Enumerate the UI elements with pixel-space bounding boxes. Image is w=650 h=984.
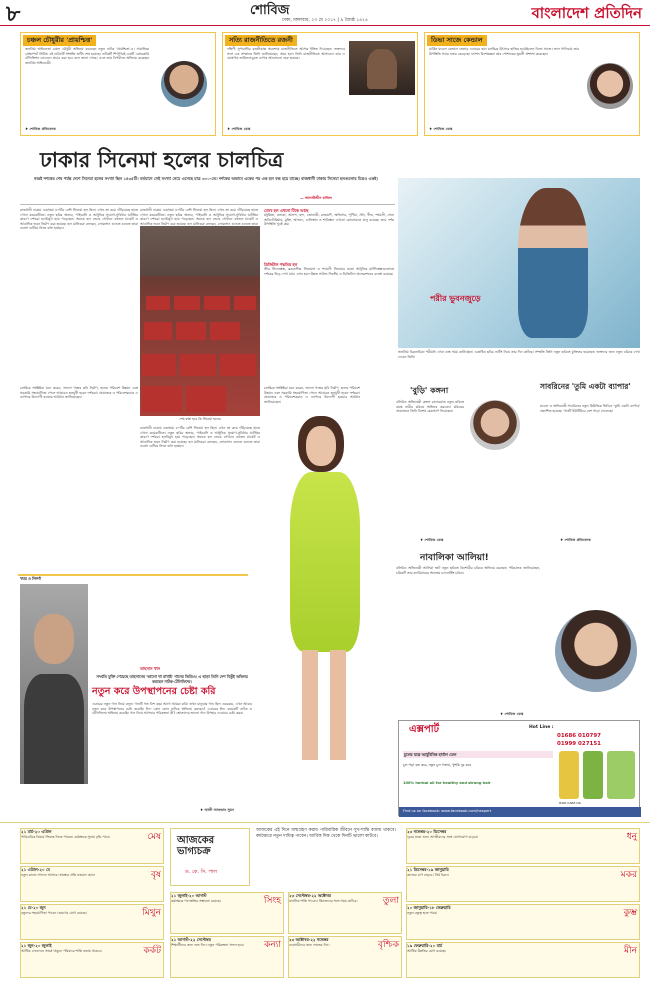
alia-face [306, 426, 336, 466]
chanchal-photo [161, 61, 207, 107]
sign-name: মীন [624, 946, 637, 956]
sign-text: মানসিক শান্তি পাবেন। প্রিয়জনের সঙ্গে সময় কাটবে। [289, 899, 358, 904]
cinema-hall-photo [140, 226, 260, 416]
lead-column-2 [264, 208, 394, 254]
sign-date: ২৩ অক্টোবর-২২ নভেম্বর [289, 937, 329, 942]
seat-row [180, 354, 216, 376]
ad-line-2: চুল পড়া বন্ধ করে, নতুন চুল গজায়, খুশকি দূর করে [403, 763, 472, 767]
pori-title: পরীর ভুবনজুড়ে [430, 294, 481, 303]
ad-line-3: 100% herbal oil for healthy and strong hair [403, 781, 491, 785]
sign-date: ২১ এপ্রিল-২০ মে [21, 867, 50, 872]
issue-date: ঢাকা, মঙ্গলবার, ২৩ মে ২০১৭ | ৯ জ্যৈষ্ঠ ১৪২৪ [282, 18, 368, 23]
col3-heading: ডিজিটাল পদ্ধতির হল [264, 262, 298, 267]
sign-text: নতুন বন্ধুত্ব হতে পারে। [407, 911, 438, 916]
sign-meen [406, 942, 640, 978]
lead-column-5: চলচ্চিত্র সংশ্লিষ্টরা মনে করেন, ভালো গল্পের ছবি নির্মাণ, হলের পরিবেশ উন্নয়ন এবং সরকারি সহযোগিতা পেলে আবারও হলমুখী হবেন দর্শকরা। প্রযোজক ও পরিবেশকরাও এ ব্যাপারে উদ্যোগী হওয়ার আহ্বান জানিয়েছেন। [264, 386, 360, 404]
rajini-figure [367, 49, 397, 89]
seat-row [234, 296, 256, 310]
sign-text: আর্থিক লেনদেনে সতর্ক থাকুন। পরিবারে শান্তি বজায় থাকবে। [21, 949, 102, 954]
alia-figure-photo [250, 410, 400, 770]
sign-kumbha [406, 904, 640, 940]
interview-side-label: খবর ও নিদর্শা [20, 576, 41, 581]
seat-row [144, 322, 172, 340]
sabrina-body: মডেল ও অভিনেত্রী সাবরিনের নতুন মিউজিক ভিডিও 'তুমি একটা ব্যাপার' প্রকাশিত হয়েছে। গানটি ইউটিউবে বেশ সাড়া ফেলেছে। [540, 404, 640, 413]
kangana-body: বলিউড অভিনেত্রী কঙ্গনা রানাওয়াত নতুন ছবিতে বয়স্ক নারীর চরিত্রে অভিনয় করবেন। চরিত্রের প্রয়োজনে তিনি বিশেষ মেকআপ নিয়েছেন। [396, 400, 464, 414]
story-kicker: সত্যি রাজনীতিতে রজনী [225, 35, 297, 46]
kendall-photo [587, 63, 633, 109]
sabrina-byline: ♦ শোবিজ প্রতিবেদক [560, 538, 591, 542]
lead-byline: — আলাউদ্দীন মাজিদ [300, 196, 332, 200]
sign-text: নতুন কাজে সাফল্য আসবে। স্বাস্থ্যের প্রতি যত্নবান হোন। [21, 873, 96, 878]
horoscope-title-box [170, 828, 250, 886]
seat-row [174, 296, 200, 310]
sign-text: ব্যবসায়ীদের জন্য লাভের দিন। [289, 943, 330, 948]
ad-product-label: HAIR CARE OIL [559, 801, 582, 805]
sign-text: শিক্ষার্থীদের জন্য শুভ দিন। নতুন পরিকল্পনা সফল হবে। [171, 943, 244, 948]
seat-row [146, 296, 170, 310]
story-body: দক্ষিণী সুপারস্টার রজনীকান্ত অবশেষে রাজনীতিতে আসার ইঙ্গিত দিয়েছেন। ভক্তদের সঙ্গে এক সাক্ষাতে তিনি জানিয়েছেন, সময় হলে তিনি রাজনীতিতে আসবেন। তার এ ঘোষণায় তামিলনাড়ুতে ব্যাপক আলোচনা শুরু হয়েছে। [227, 47, 345, 61]
story-chanchal [20, 32, 216, 136]
page-header [0, 0, 650, 26]
ad-phone-2: 01999 027151 [557, 741, 602, 747]
hall-wall [140, 226, 260, 276]
ad-hotline-label: Hot Line : [529, 725, 554, 730]
seat-row [142, 354, 176, 376]
sign-date: ২০ জানুয়ারি-১৮ ফেব্রুয়ারি [407, 905, 451, 910]
masthead: বাংলাদেশ প্রতিদিন [531, 4, 642, 22]
page-number: ৮ [6, 1, 21, 27]
sign-brish [20, 866, 164, 902]
sabrina-photo [555, 610, 637, 692]
sign-name: বৃশ্চিক [377, 940, 399, 950]
sign-date: ২১ মার্চ-২০ এপ্রিল [21, 829, 52, 834]
kangana-byline: ♦ শোবিজ ডেস্ক [420, 538, 444, 542]
kangana-title: 'বুড়ি' কঙ্গনা [410, 386, 449, 395]
ad-line-1: চুলের যত্নে আর্যুরিবিক হার্বাল তেল [403, 751, 553, 758]
alia-leg [302, 650, 318, 760]
ad-phone-1: 01686 010797 [557, 733, 602, 739]
sign-text: পারিবারিক বিষয়ে সিদ্ধান্ত নিতে পারেন। কর্মক্ষেত্রে সুনাম বৃদ্ধি পাবে। [21, 835, 111, 840]
story-rajini [222, 32, 418, 136]
sabrina-title: সাবরিনের 'তুমি একটা ব্যাপার' [540, 382, 631, 391]
lead-column-1b: রাজধানী ঢাকায় একসময় ৪০টির বেশি সিনেমা হল ছিল। এখন তা কমে দাঁড়িয়েছে হাতে গোনা কয়েকটিতে। নতুন ছবির অভাব, পাইরেসি ও আধুনিক সুযোগ-সুবিধার ঘাটতির কারণে দর্শকরা হলবিমুখ হয়ে পড়েছেন। অনেক হল ভেঙে সেখানে বহুতল মার্কেট ও আবাসিক ভবন নির্মাণ করা হয়েছে। হল মালিকরা বলছেন, লোকসান গুনতে গুনতে তারা [140, 208, 258, 226]
sign-date: ২৩ সেপ্টেম্বর-২২ অক্টোবর [289, 893, 331, 898]
sign-name: মিথুন [142, 908, 161, 918]
sign-name: মেষ [147, 832, 161, 842]
seat-row [210, 322, 240, 340]
tahsan-body [24, 674, 84, 784]
sign-kanya [170, 936, 284, 978]
sign-name: বৃষ [151, 870, 161, 880]
rajini-photo [349, 41, 415, 95]
story-byline: ♦ শোবিজ ডেস্ক [429, 127, 453, 131]
sign-text: বন্ধুদের সহযোগিতা পাবেন। ভ্রমণের যোগ রয়েছে। [21, 911, 87, 916]
interview-tag: তাহসান খান [140, 666, 161, 671]
sign-mesh [20, 828, 164, 864]
story-byline: ♦ শোবিজ প্রতিবেদক [25, 127, 56, 131]
story-body: মার্কিন মডেল কেন্ডাল জেনার এবারের কান চলচ্চিত্র উৎসবে হাজির হয়েছিলেন ডিভা সাজে। লাল গালিচায় তার উপস্থিতি সবার নজর কেড়েছে। ফ্যাশন বিশেষজ্ঞরা তার পোশাকের ভূয়সী প্রশংসা করেছেন। [429, 47, 579, 56]
interview-deck: সম্প্রতি মুক্তি পেয়েছে তাহসানের 'ভালো থা রাখাই' গানের ভিডিও। এ ছাড়া তিনি দেশ বিভুঁই অভিনয় করছেন নাটক-টেলিফিল্মে। [96, 674, 248, 685]
alia-title: নাবালিকা আলিয়া! [420, 553, 489, 563]
sign-date: ২৩ নভেম্বর-২০ ডিসেম্বর [407, 829, 447, 834]
sign-text: আর্থিক উন্নতির যোগ রয়েছে। [407, 949, 447, 954]
sign-singha [170, 892, 284, 934]
interview-byline: ♦ আলী আফতাব সুমন [200, 808, 234, 812]
sign-makar [406, 866, 640, 902]
sign-text: কর্মক্ষেত্রে পদোন্নতির সম্ভাবনা রয়েছে। [171, 899, 221, 904]
seat-row [220, 354, 256, 376]
lead-column-1: রাজধানী ঢাকায় একসময় ৪০টির বেশি সিনেমা হল ছিল। এখন তা কমে দাঁড়িয়েছে হাতে গোনা কয়েকটিতে। নতুন ছবির অভাব, পাইরেসি ও আধুনিক সুযোগ-সুবিধার ঘাটতির কারণে দর্শকরা হলবিমুখ হয়ে পড়েছেন। অনেক হল ভেঙে সেখানে বহুতল মার্কেট ও আবাসিক ভবন নির্মাণ করা হয়েছে। হল মালিকরা বলছেন, লোকসান গুনতে গুনতে তারা ব্যবসা গুটিয়ে নিতে বাধ্য হচ্ছেন। [20, 208, 138, 231]
pori-figure [518, 188, 588, 338]
sign-date: ২১ মে-২০ জুন [21, 905, 46, 910]
section-title: শোবিজ [250, 3, 290, 18]
story-byline: ♦ শোবিজ ডেস্ক [227, 127, 251, 131]
story-kicker: ডিভা সাজে কেন্ডাল [427, 35, 487, 46]
alia-byline: ♦ শোবিজ ডেস্ক [500, 712, 524, 716]
photo-caption: শেষ রক্ষা হবে কি সিনেমা হলের [179, 417, 221, 421]
tahsan-photo [20, 584, 88, 784]
seat-row [142, 386, 182, 412]
lead-headline: ঢাকার সিনেমা হলের চালচিত্র [40, 148, 284, 172]
sign-mithun [20, 904, 164, 940]
sign-name: ধনু [626, 832, 637, 842]
alia-leg [330, 650, 346, 760]
tahsan-face [34, 614, 74, 664]
story-body: জনপ্রিয় অভিনেতা চঞ্চল চৌধুরী অভিনয় করেছেন নতুন নাটক 'প্রায়শ্চিত্ত'-এ। সামাজিক প্রেক্ষাপটে নির্মিত এই নাটকটি সম্প্রতি শুটিং শেষ হয়েছে। নাটকটি শিগগিরই একটি বেসরকারি টেলিভিশন চ্যানেলে প্রচার করা হবে বলে জানা গেছে। এতে তার বিপরীতে অভিনয় করেছেন জনপ্রিয় অভিনেত্রী। [25, 47, 149, 65]
lead-column-6: রাজধানী ঢাকায় একসময় ৪০টির বেশি সিনেমা হল ছিল। এখন তা কমে দাঁড়িয়েছে হাতে গোনা কয়েকটিতে। নতুন ছবির অভাব, পাইরেসি ও আধুনিক সুযোগ-সুবিধার ঘাটতির কারণে দর্শকরা হলবিমুখ হয়ে পড়েছেন। অনেক হল ভেঙে সেখানে বহুতল মার্কেট ও আবাসিক ভবন নির্মাণ করা হয়েছে। হল মালিকরা বলছেন, লোকসান গুনতে গুনতে তারা ব্যবসা গুটিয়ে নিতে বাধ্য হচ্ছেন। [140, 426, 260, 449]
sign-date: ২১ জুন-২০ জুলাই [21, 943, 52, 948]
sign-karkat [20, 942, 164, 978]
sign-date: ২১ ডিসেম্বর-১৯ জানুয়ারি [407, 867, 449, 872]
sign-name: কুম্ভ [623, 908, 637, 918]
ad-brand: এক্সপার্ট [409, 724, 440, 735]
pori-body: জনপ্রিয় চিত্রনায়িকা পরীমনি এখন ব্যস্ত সময় কাটাচ্ছেন। একাধিক ছবির শুটিং নিয়ে তার দিন কাটছে। সম্প্রতি তিনি নতুন ছবিতে চুক্তিবদ্ধ হয়েছেন। ভক্তদের জন্য নতুন চরিত্রে দেখা দেবেন তিনি। [398, 350, 640, 359]
sign-name: তুলা [382, 896, 399, 906]
story-kendall [424, 32, 640, 136]
col2-text: মধুমিতা, বলাকা, আনন্দ, ছন্দ, জোনাকী, রাজমণি, অভিসার, পূর্ণিমা, সনি, গীত, শ্যামলী, সেনা অডিটোরিয়াম, মুক্তি, আজাদ, গুলিস্তান ও শাবিস্তান এখনো কোনোমতে চালু রয়েছে। তবে দর্শক উপস্থিতি খুবই কম। [264, 213, 394, 227]
seat-row [204, 296, 230, 310]
story-kicker: চঞ্চল চৌধুরীর 'প্রায়শ্চিত্ত' [23, 35, 96, 46]
kangana-photo [470, 400, 520, 450]
sign-date: ১৯ ফেব্রুয়ারি-২০ মার্চ [407, 943, 443, 948]
seat-row [186, 386, 226, 412]
col2-heading: যেসব হল এখনো টিকে আছে [264, 208, 309, 213]
horoscope-title: আজকের ভাগ্যচক্র [177, 835, 215, 857]
interview-divider [18, 574, 248, 576]
sign-text: দূরের যাত্রা শুভ। আত্মীয়দের সঙ্গে যোগাযোগ বাড়বে। [407, 835, 479, 840]
alia-body: বলিউড অভিনেত্রী আলিয়া ভাট নতুন ছবিতে কিশোরীর চরিত্রে অভিনয় করছেন। পরিচালক জানিয়েছেন, চরিত্রটি তার ক্যারিয়ারের অন্যতম চ্যালেঞ্জিং চরিত্র। [396, 566, 540, 575]
seat-row [176, 322, 206, 340]
col3-text: স্টার সিনেপ্লেক্স, ব্লকবাস্টার সিনেমাস ও শ্যামলী সিনেমার মতো আধুনিক মাল্টিপ্লেক্সগুলোতে দর্শকের ভিড় দেখা যায়। এসব হলে উন্নত সাউন্ড সিস্টেম ও ডিজিটাল প্রজেকশনের ব্যবস্থা রয়েছে। [264, 267, 394, 276]
divider [20, 204, 395, 205]
ad-facebook: Find us on facebook: www.facebook.com/hexpert [399, 807, 641, 817]
interview-body: এবারের নতুন গান নিয়ে বলুন। গানটি গত বিশ বছর আগে আমরা করি। তখন মানুষের গান ছিল একরকম, এখন আবার নতুন করে উপস্থাপনের চেষ্টা করেছি। ঈদে কোন কোন নাটকে অভিনয় করছেন? এবারের ঈদে কয়েকটি নাটক ও টেলিফিল্মে অভিনয় করেছি। গান নিয়ে আপনার পরিকল্পনা কী? শ্রোতাদের ভালো গান উপহার দেওয়ার চেষ্টা করব। [92, 702, 252, 716]
sign-date: ২১ জুলাই-২০ আগস্ট [171, 893, 207, 898]
sign-brishchik [288, 936, 402, 978]
sign-name: সিংহ [263, 896, 281, 906]
sign-name: কর্কট [143, 946, 161, 956]
oil-bottle [607, 751, 635, 799]
hair-oil-ad [398, 720, 640, 816]
oil-bottle [559, 751, 579, 799]
sign-dhanu [406, 828, 640, 864]
alia-dress [290, 472, 360, 652]
sign-name: মকর [620, 870, 637, 880]
lead-column-3 [264, 262, 394, 382]
lead-deck: নব্বই দশকের শেষ পর্যন্ত দেশে সিনেমা হলের সংখ্যা ছিল ১৪৩৫টি। বর্তমানে সেই সংখ্যা নেমে এসেছে মাত্র ৩০০-তে। দর্শকের অভাবে একের পর এক হল বন্ধ হয়ে যাচ্ছে। রাজধানী ঢাকার সিনেমা হলগুলোর চিত্রও একই। [34, 176, 378, 181]
horoscope-intro: আজকের এই দিনে জন্মগ্রহণ করায় পারিবারিক জীবনে সুখ-শান্তি বজায় থাকবে। কর্মক্ষেত্রে নতুন দায়িত্ব পাবেন। আর্থিক দিক থেকে দিনটি ভালো কাটবে। [256, 828, 396, 839]
sign-name: কন্যা [264, 940, 281, 950]
interview-headline: নতুন করে উপস্থাপনের চেষ্টা করি [92, 686, 216, 697]
oil-bottle [583, 751, 603, 799]
sign-date: ২১ আগস্ট-২২ সেপ্টেম্বর [171, 937, 211, 942]
sign-text: কাজের চাপ বাড়বে। ধৈর্য ধরুন। [407, 873, 449, 878]
horoscope-author: ড. কে. সি. পাল [185, 869, 218, 875]
lead-column-4: চলচ্চিত্র সংশ্লিষ্টরা মনে করেন, ভালো গল্পের ছবি নির্মাণ, হলের পরিবেশ উন্নয়ন এবং সরকারি সহযোগিতা পেলে আবারও হলমুখী হবেন দর্শকরা। প্রযোজক ও পরিবেশকরাও এ ব্যাপারে উদ্যোগী হওয়ার আহ্বান জানিয়েছেন। [20, 386, 138, 400]
pori-photo [398, 178, 640, 348]
sign-tula [288, 892, 402, 934]
